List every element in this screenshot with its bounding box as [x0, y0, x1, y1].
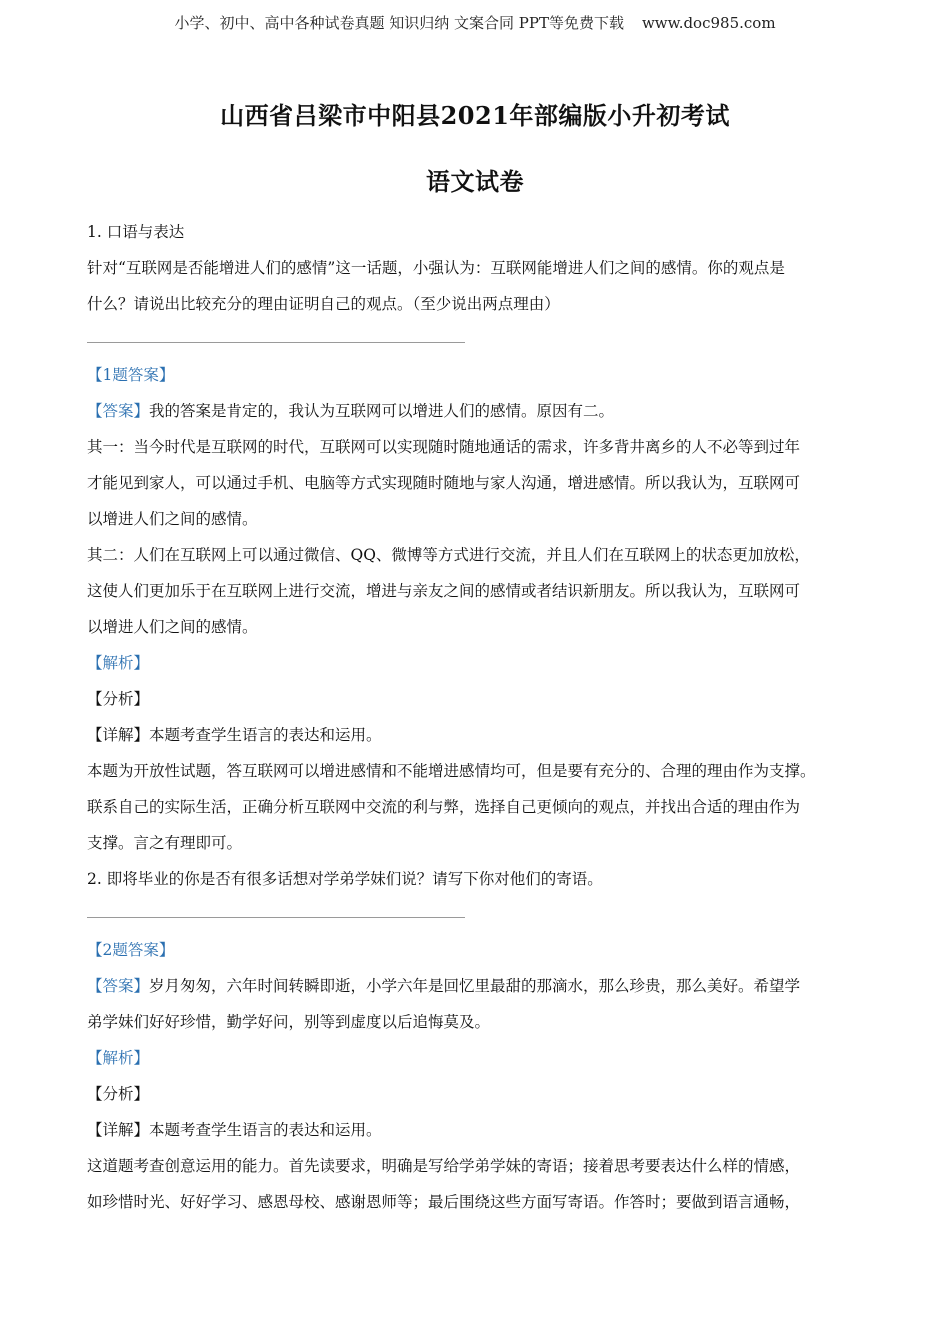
page-header [0, 12, 950, 33]
exam-title: 山西省吕梁市中阳县2021年部编版小升初考试 [220, 101, 730, 130]
q1-analysis-tag: 【解析】 [87, 654, 150, 672]
q2-answer-line-2: 弟学妹们好好珍惜，勤学好问，别等到虚度以后追悔莫及。 [87, 1013, 491, 1031]
q2-explain-line: 这道题考查创意运用的能力。首先读要求，明确是写给学弟学妹的寄语；接着思考要表达什么样的情感， [87, 1157, 801, 1175]
q1-reason-line: 这使人们更加乐于在互联网上进行交流，增进与亲友之间的感情或者结识新朋友。所以我认为，互联网可 [87, 582, 801, 600]
q1-fenxi-tag: 【分析】 [87, 690, 150, 708]
q1-reason-line: 其二：人们在互联网上可以通过微信、QQ、微博等方式进行交流，并且人们在互联网上的状态更加放松， [87, 546, 810, 564]
q1-answer-label: 【答案】 [87, 402, 150, 420]
q2-fenxi-tag: 【分析】 [87, 1085, 150, 1103]
q2-answer-label: 【答案】 [87, 977, 150, 995]
q1-answer-tag: 【1题答案】 [87, 366, 175, 384]
q2-explain-line: 如珍惜时光、好好学习、感恩母校、感谢恩师等；最后围绕这些方面写寄语。作答时；要做到语言通畅， [87, 1193, 801, 1211]
q1-detail [87, 717, 873, 753]
exam-content [87, 214, 873, 1220]
header-text: 小学、初中、高中各种试卷真题 知识归纳 文案合同 PPT等免费下载 [174, 14, 624, 32]
q2-detail [87, 1112, 873, 1148]
q2-answer-line [87, 917, 465, 918]
q2-answer-tag: 【2题答案】 [87, 941, 175, 959]
q1-detail-text: 本题考查学生语言的表达和运用。 [149, 726, 382, 744]
q1-explain-line: 联系自己的实际生活，正确分析互联网中交流的利与弊，选择自己更倾向的观点，并找出合适的理由作为 [87, 798, 801, 816]
q1-prompt-line: 针对“互联网是否能增进人们的感情”这一话题，小强认为：互联网能增进人们之间的感情。你的观点是 [87, 259, 785, 277]
q2-title: 2. 即将毕业的你是否有很多话想对学弟学妹们说？请写下你对他们的寄语。 [87, 870, 603, 888]
q1-explain-line: 支撑。言之有理即可。 [87, 834, 243, 852]
q1-reason-line: 其一：当今时代是互联网的时代，互联网可以实现随时随地通话的需求，许多背井离乡的人不必等到过年 [87, 438, 801, 456]
q2-answer-text: 岁月匆匆，六年时间转瞬即逝，小学六年是回忆里最甜的那滴水，那么珍贵，那么美好。希望学 [149, 977, 801, 995]
q1-answer [87, 393, 873, 429]
q1-explain-line: 本题为开放性试题，答互联网可以增进感情和不能增进感情均可，但是要有充分的、合理的理由作为支撑。 [87, 762, 816, 780]
q2-detail-label: 【详解】 [87, 1121, 150, 1139]
q1-reason-line: 以增进人们之间的感情。 [87, 618, 258, 636]
q1-detail-label: 【详解】 [87, 726, 150, 744]
q1-reason-line: 以增进人们之间的感情。 [87, 510, 258, 528]
q1-prompt-line: 什么？请说出比较充分的理由证明自己的观点。（至少说出两点理由） [87, 295, 560, 313]
exam-subtitle: 语文试卷 [426, 167, 524, 196]
q1-answer-line [87, 342, 465, 343]
q2-detail-text: 本题考查学生语言的表达和运用。 [149, 1121, 382, 1139]
q1-answer-text: 我的答案是肯定的，我认为互联网可以增进人们的感情。原因有二。 [149, 402, 615, 420]
q2-analysis-tag: 【解析】 [87, 1049, 150, 1067]
q2-answer [87, 968, 873, 1004]
q1-reason-line: 才能见到家人，可以通过手机、电脑等方式实现随时随地与家人沟通，增进感情。所以我认为，互联网可 [87, 474, 801, 492]
header-site[interactable]: www.doc985.com [641, 14, 776, 32]
q1-title: 1. 口语与表达 [87, 223, 185, 241]
